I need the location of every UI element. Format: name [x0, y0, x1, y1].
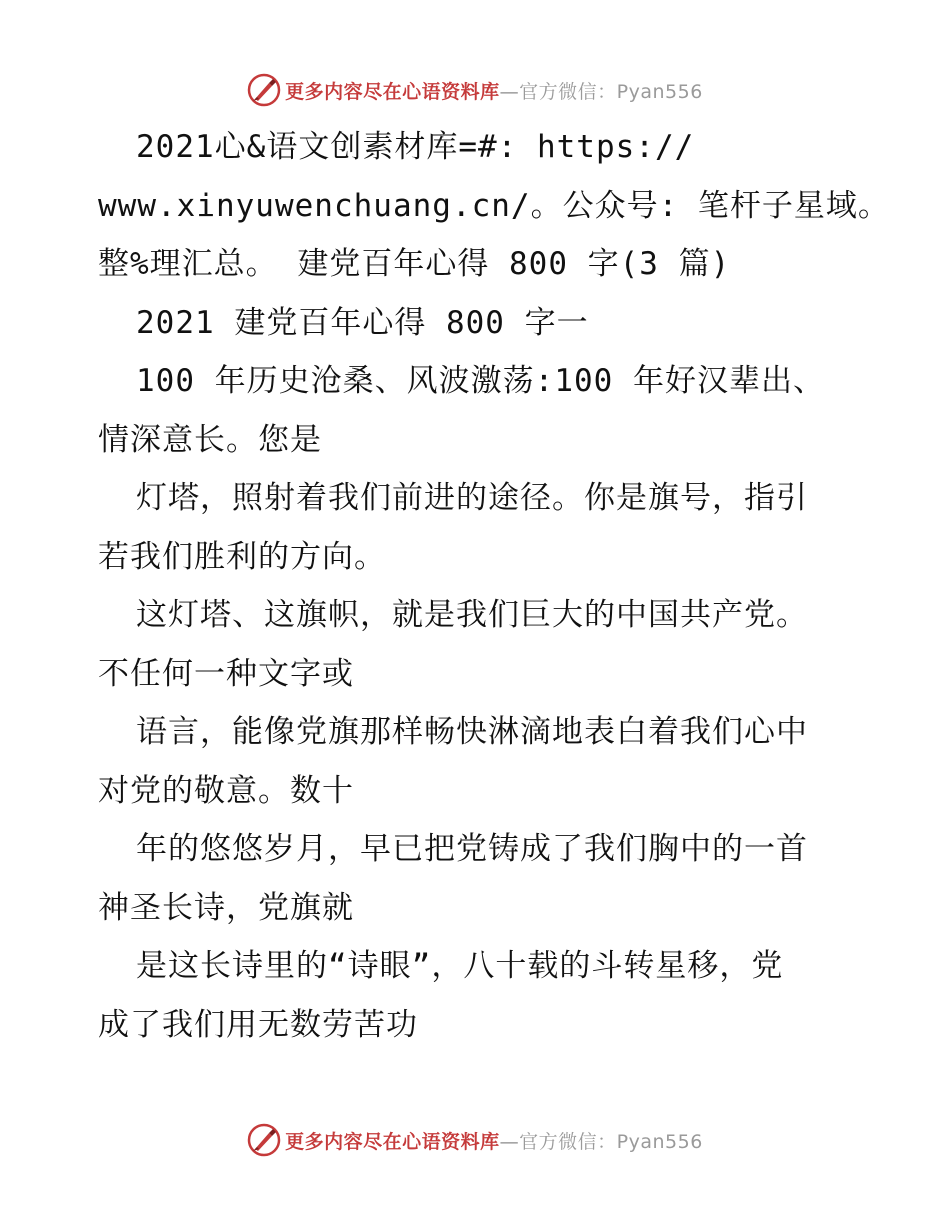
- banner-text: [285, 77, 703, 104]
- text-line: 成了我们用无数劳苦功: [98, 1006, 418, 1043]
- text-line: 神圣长诗，党旗就: [98, 889, 354, 926]
- pen-logo-icon: [247, 73, 281, 107]
- text-line: 灯塔，照射着我们前进的途径。你是旗号，指引: [136, 480, 808, 516]
- banner-separator: —: [499, 1130, 520, 1153]
- footer-banner: [0, 1120, 950, 1160]
- banner-wechat-text: 官方微信：Pyan556: [519, 80, 703, 103]
- header-banner: [0, 70, 950, 110]
- text-line: 若我们胜利的方向。: [98, 538, 386, 575]
- banner-main-text: 更多内容尽在心语资料库: [285, 1130, 500, 1153]
- text-line: 2021 建党百年心得 800 字一: [136, 304, 589, 341]
- text-line: www.xinyuwenchuang.cn/。公众号: 笔杆子星域。: [98, 187, 890, 224]
- banner-text: [285, 1127, 703, 1154]
- text-line: 语言，能像党旗那样畅快淋滴地表白着我们心中: [136, 714, 808, 750]
- text-line: 情深意长。您是: [98, 421, 322, 458]
- text-line: 是这长诗里的“诗眼”，八十载的斗转星移，党: [136, 948, 784, 984]
- pen-logo-icon: [247, 1123, 281, 1157]
- text-line: 整%理汇总。 建党百年心得 800 字(3 篇): [98, 246, 731, 282]
- text-line: 100 年历史沧桑、风波激荡:100 年好汉辈出、: [136, 363, 825, 399]
- document-body: [98, 118, 890, 1054]
- banner-separator: —: [499, 80, 520, 103]
- text-line: 对党的敬意。数十: [98, 772, 354, 809]
- text-line: 年的悠悠岁月，早已把党铸成了我们胸中的一首: [136, 831, 808, 867]
- text-line: 这灯塔、这旗帜，就是我们巨大的中国共产党。: [136, 597, 808, 633]
- text-line: 2021心&语文创素材库=#: https://: [136, 129, 695, 165]
- text-line: 不任何一种文字或: [98, 655, 354, 692]
- banner-main-text: 更多内容尽在心语资料库: [285, 80, 500, 103]
- banner-wechat-text: 官方微信：Pyan556: [519, 1130, 703, 1153]
